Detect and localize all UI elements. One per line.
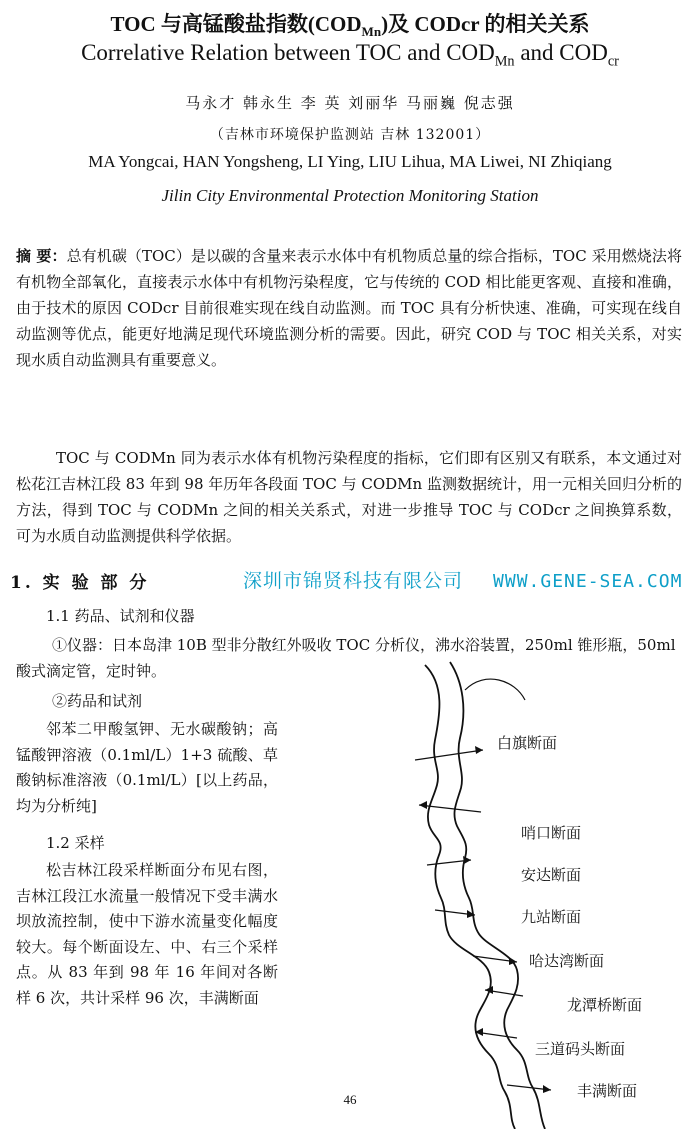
instruments-paragraph: ①仪器：日本岛津 10B 型非分散红外吸收 TOC 分析仪，沸水浴装置，250ml 锥形瓶，50ml 酸式滴定管，定时钟。 — [16, 636, 676, 680]
station-line-baiqi — [415, 750, 483, 760]
arrow-hadawan — [509, 957, 517, 965]
river-sampling-map — [405, 660, 700, 1129]
station-label-fengman: 丰满断面 — [577, 1082, 638, 1100]
title-chinese: TOC 与高锰酸盐指数$(COD_{Mn})$及 CODcr 的相关关系 — [110, 12, 590, 40]
station-label-shaokou: 哨口断面 — [521, 824, 582, 842]
introduction-paragraph: TOC 与 CODMn 同为表示水体有机物污染程度的指标，它们即有区别又有联系，本文通过对松花江吉林江段 83 年到 98 年历年各段面 TOC 与 CODMn 监测数据统计，用一元相关回归分析的方法，得到 TOC 与 CODMn 之间的相关关系式，对进一步推导 TOC 与 CODcr 之间换算系数，可为水质自动监测提供科学依据。 — [16, 449, 682, 545]
affiliation-english: Jilin City Environmental Protection Monitoring Station — [161, 186, 539, 205]
station-label-anda: 安达断面 — [521, 866, 582, 884]
abstract-label: 摘 要： — [16, 247, 67, 265]
authors-chinese: 马永才 韩永生 李 英 刘丽华 马丽巍 倪志强 — [185, 94, 515, 112]
subsection-heading-reagents: 1.1 药品、试剂和仪器 — [46, 607, 195, 625]
watermark-url: WWW.GENE-SEA.COM — [493, 571, 683, 592]
watermark-company: 深圳市锦贤科技有限公司 — [243, 570, 464, 592]
station-label-baiqi: 白旗断面 — [497, 734, 558, 752]
sampling-paragraph: 松吉林江段采样断面分布见右图，吉林江段江水流量一般情况下受丰满水坝放流控制，使中下游水流量变化幅度较大。每个断面设左、中、右三个采样点。从 83 年到 98 年 16 年间对各断样 6 次，共计采样 96 次，丰满断面 — [16, 861, 278, 1007]
subsection-heading-sampling: 1.2 采样 — [46, 834, 105, 852]
authors-english: MA Yongcai, HAN Yongsheng, LI Ying, LIU Lihua, MA Liwei, NI Zhiqiang — [88, 152, 612, 171]
watermark — [243, 566, 682, 593]
station-label-longtanqiao: 龙潭桥断面 — [567, 996, 643, 1014]
station-label-sandaomatou: 三道码头断面 — [535, 1040, 626, 1058]
chemicals-heading: ②药品和试剂 — [52, 692, 143, 710]
page-number: 46 — [343, 1092, 357, 1107]
title-english: Correlative Relation between TOC and $COD_{Mn}$ and $COD_{cr}$ — [81, 40, 619, 70]
arrow-shaokou — [419, 801, 427, 809]
chemicals-paragraph: 邻苯二甲酸氢钾、无水碳酸钠；高锰酸钾溶液（0.1ml/L）1+3 硫酸、草酸钠标准溶液（0.1ml/L）[以上药品，均为分析纯] — [16, 720, 278, 815]
section-heading-experimental: 1. 实 验 部 分 — [10, 573, 150, 593]
station-label-jiuzhan: 九站断面 — [521, 908, 582, 926]
arrow-anda — [463, 856, 471, 864]
abstract-text: 总有机碳（TOC）是以碳的含量来表示水体中有机物质总量的综合指标，TOC 采用燃烧法将有机物全部氧化，直接表示水体中有机物污染程度，它与传统的 COD 相比能更客观、直接和准确，由于技术的原因 CODcr 目前很难实现在线自动监测。而 TOC 具有分析快速、准确，可实现在线自动监测等优点，能更好地满足现代环境监测分析的需要。因此，研究 COD 与 TOC 相关关系，对实现水质自动监测具有重要意义。 — [16, 247, 682, 369]
abstract — [16, 243, 682, 373]
affiliation-chinese: （吉林市环境保护监测站 吉林 132001） — [209, 127, 491, 143]
arrow-baiqi — [475, 746, 483, 754]
station-label-hadawan: 哈达湾断面 — [529, 952, 605, 970]
tributary-line — [465, 679, 525, 700]
